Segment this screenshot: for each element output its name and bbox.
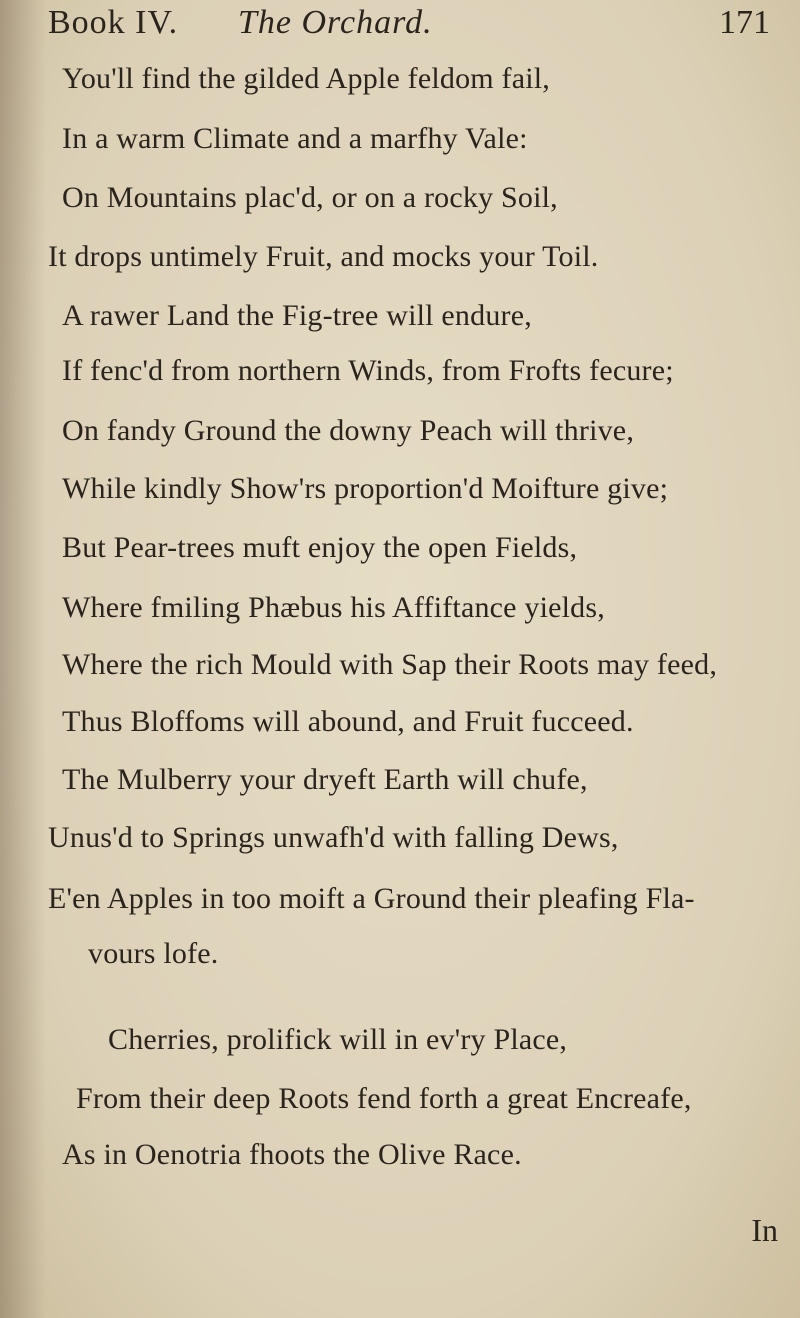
verse-line: E'en Apples in too moift a Ground their pleafing Fla- xyxy=(48,882,695,915)
verse-line: Where fmiling Phæbus his Affiftance yields, xyxy=(62,591,605,624)
page-header xyxy=(48,4,770,48)
verse-line: If fenc'd from northern Winds, from Frofts fecure; xyxy=(62,354,674,387)
verse-line: Unus'd to Springs unwafh'd with falling Dews, xyxy=(48,821,619,854)
verse-line: A rawer Land the Fig-tree will endure, xyxy=(62,299,532,332)
verse-line: Where the rich Mould with Sap their Roots may feed, xyxy=(62,648,718,681)
verse-line: Thus Bloffoms will abound, and Fruit fucceed. xyxy=(62,705,634,738)
page-number: 171 xyxy=(719,4,770,41)
verse-line: Cherries, prolifick will in ev'ry Place, xyxy=(108,1023,568,1056)
verse-line: While kindly Show'rs proportion'd Moifture give; xyxy=(62,472,669,505)
book-label: Book IV. xyxy=(48,4,179,41)
verse-line: But Pear-trees muft enjoy the open Fields, xyxy=(62,531,578,564)
verse-line: vours lofe. xyxy=(88,937,219,970)
verse-line: It drops untimely Fruit, and mocks your Toil. xyxy=(48,240,599,273)
verse-line: On fandy Ground the downy Peach will thrive, xyxy=(62,414,635,447)
verse-line: On Mountains plac'd, or on a rocky Soil, xyxy=(62,181,558,214)
verse-line: As in Oenotria fhoots the Olive Race. xyxy=(62,1138,522,1171)
binding-shadow xyxy=(0,0,46,1318)
verse-line: From their deep Roots fend forth a great Encreafe, xyxy=(76,1082,692,1115)
verse-line: In a warm Climate and a marfhy Vale: xyxy=(62,122,528,155)
catchword: In xyxy=(751,1212,778,1248)
verse-line: You'll find the gilded Apple feldom fail, xyxy=(62,62,551,95)
running-title: The Orchard. xyxy=(238,4,433,41)
verse-line: The Mulberry your dryeft Earth will chufe, xyxy=(62,763,588,796)
